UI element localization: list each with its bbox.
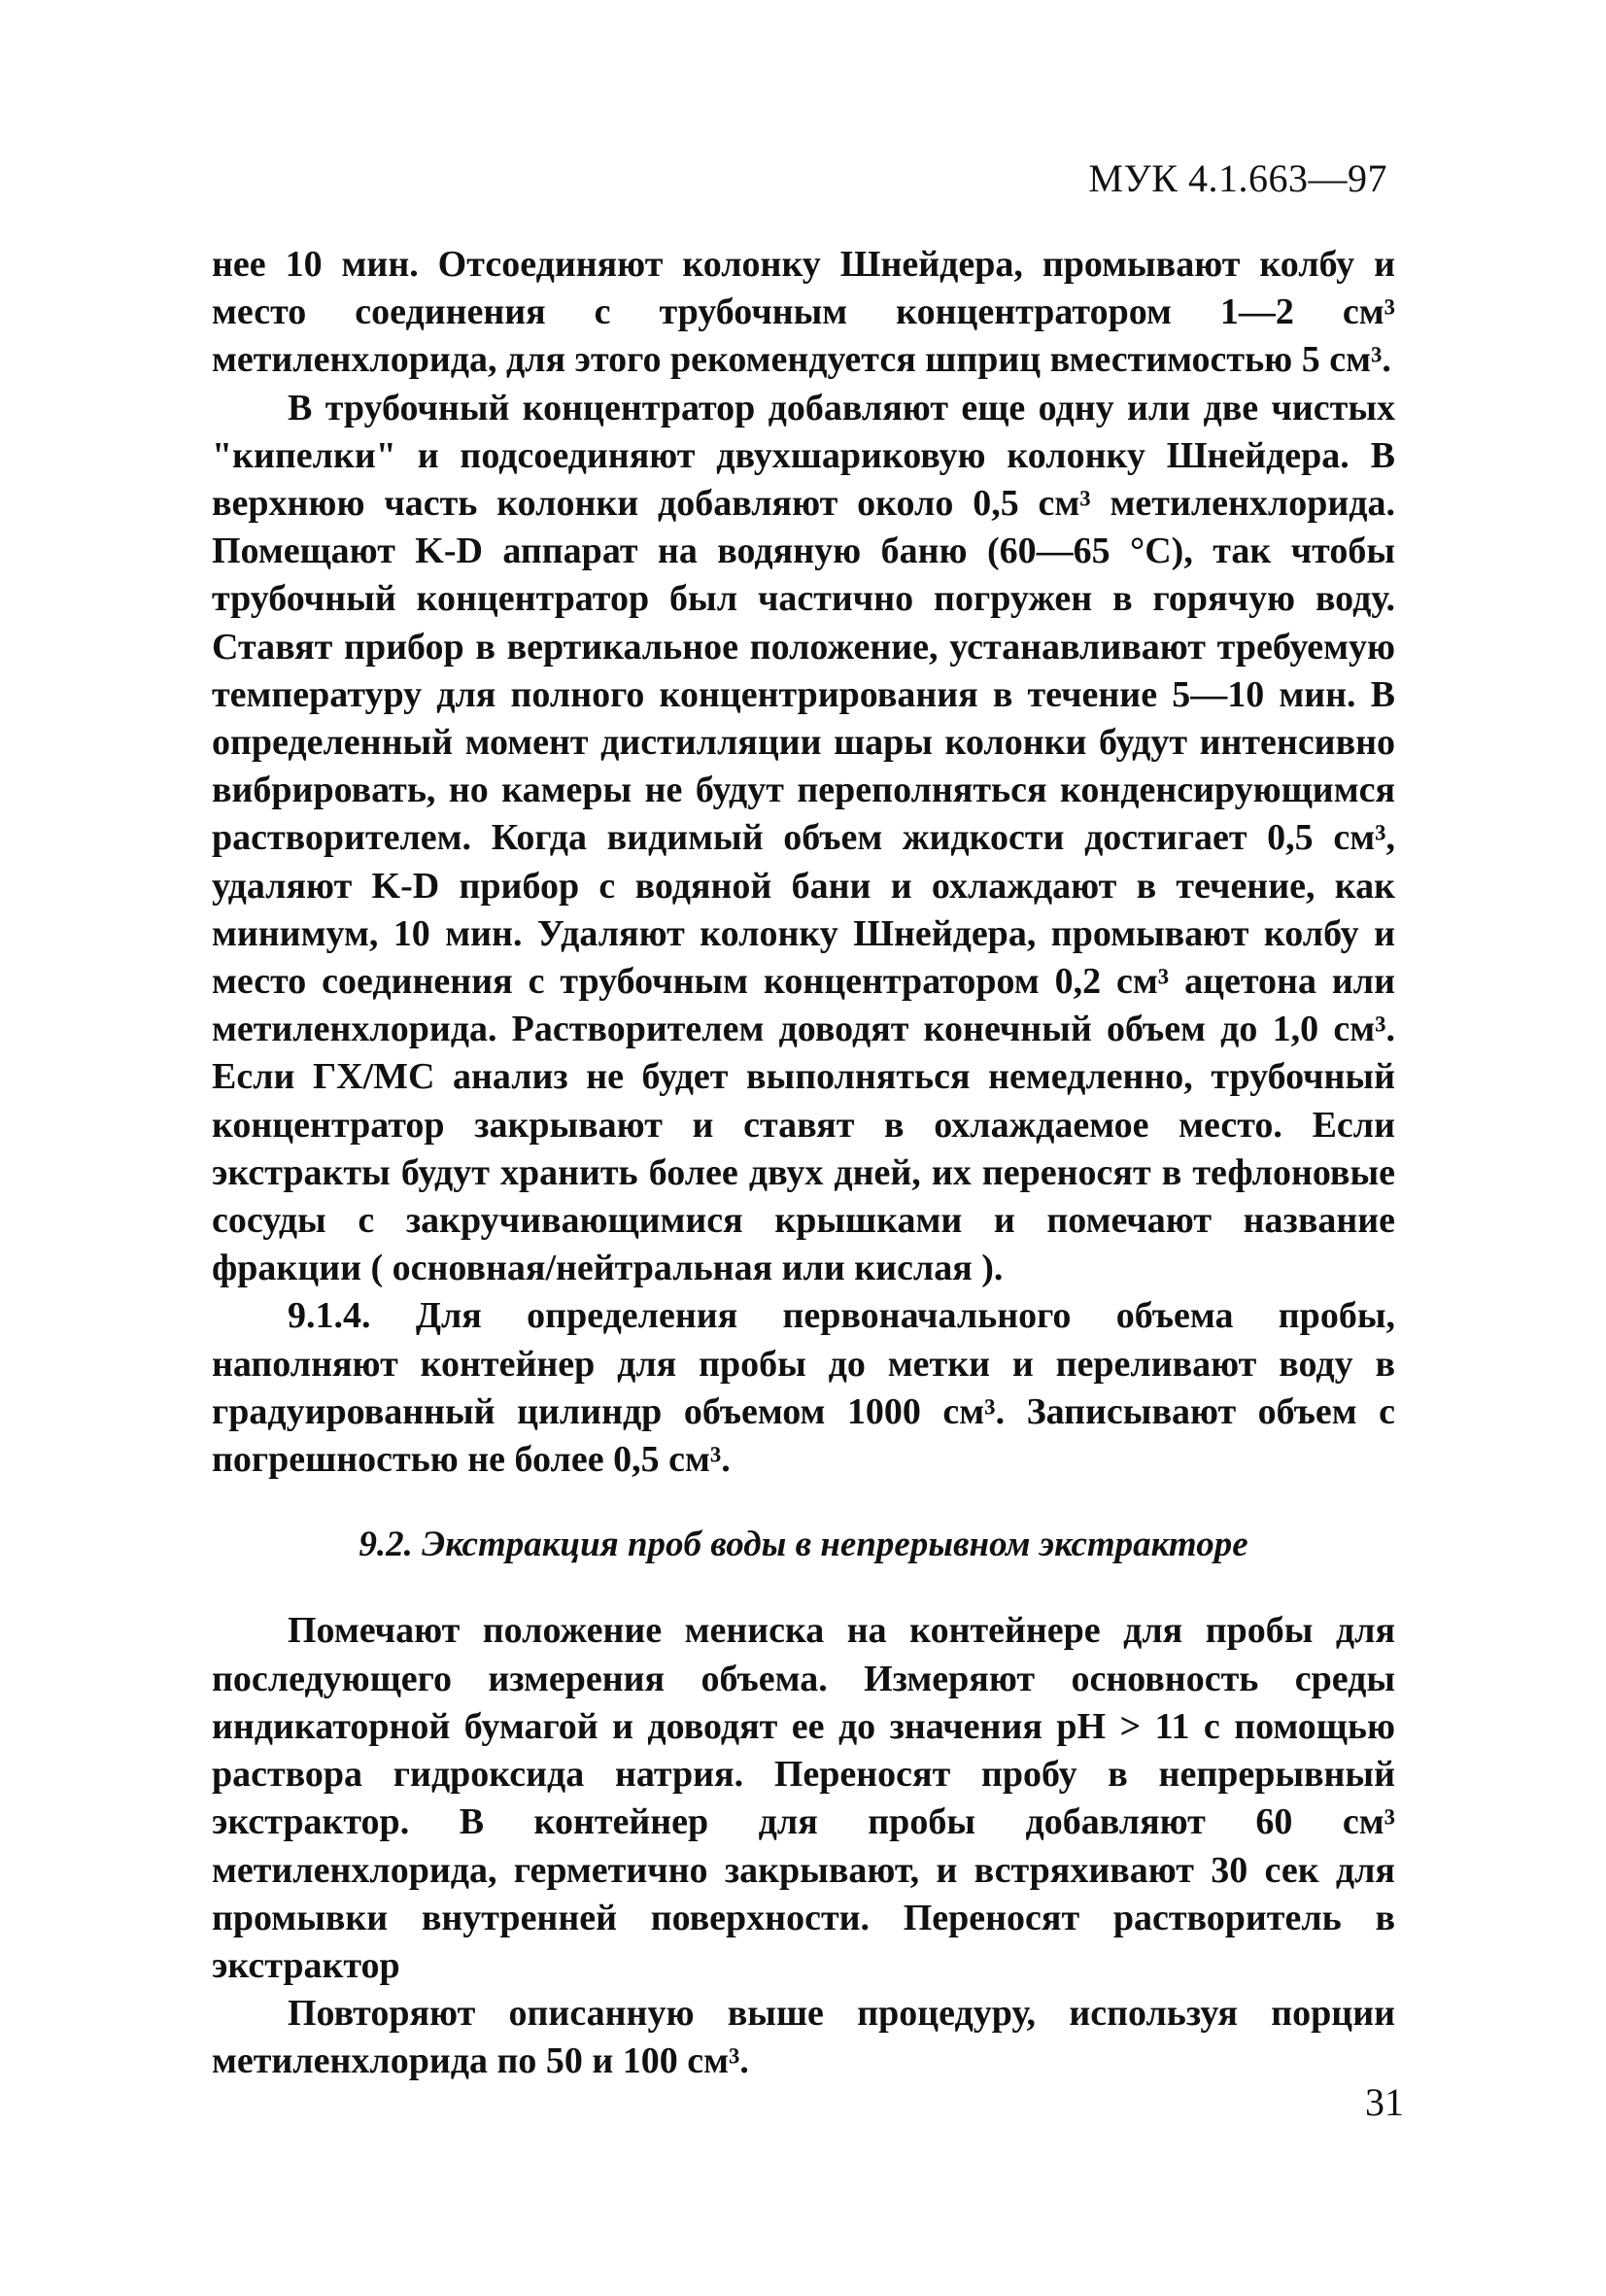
paragraph-continuous-extraction: Помечают положение мениска на контейнере для пробы для последующего измерения объема. Измеряют основность среды индикаторной бумагой и доводят ее до значения pH > 11 с помощью раствора гидроксида натрия. Переносят пробу в непрерывный экстрактор. В контейнер для пробы добавляют 60 см³ метиленхлорида, герметично закрывают, и встряхивают 30 сек для промывки внутренней поверхности. Переносят растворитель в экстрактор [212, 1610, 1395, 1986]
document-code-header: МУК 4.1.663—97 [1088, 156, 1387, 200]
paragraph-repeat-procedure: Повторяют описанную выше процедуру, используя порции метиленхлорида по 50 и 100 см³. [212, 1993, 1395, 2082]
paragraph-9-1-4: 9.1.4. Для определения первоначального объема пробы, наполняют контейнер для пробы до метки и переливают воду в градуированный цилиндр объемом 1000 см³. Записывают объем с погрешностью не более 0,5 см³. [212, 1295, 1395, 1481]
paragraph-continuation: нее 10 мин. Отсоединяют колонку Шнейдера, промывают колбу и место соединения с трубочным концентратором 1—2 см³ метиленхлорида, для этого рекомендуется шприц вместимостью 5 см³. [212, 244, 1395, 381]
section-heading-9-2: 9.2. Экстракция проб воды в непрерывном экстракторе [359, 1525, 1248, 1565]
paragraph-kd-concentration: В трубочный концентратор добавляют еще одну или две чистых "кипелки" и подсоединяют двухшариковую колонку Шнейдера. В верхнюю часть колонки добавляют около 0,5 см³ метиленхлорида. Помещают K-D аппарат на водяную баню (60—65 °C), так чтобы трубочный концентратор был частично погружен в горячую воду. Ставят прибор в вертикальное положение, устанавливают требуемую температуру для полного концентрирования в течение 5—10 мин. В определенный момент дистилляции шары колонки будут интенсивно вибрировать, но камеры не будут переполняться конденсирующимся растворителем. Когда видимый объем жидкости достигает 0,5 см³, удаляют K-D прибор с водяной бани и охлаждают в течение, как минимум, 10 мин. Удаляют колонку Шнейдера, промывают колбу и место соединения с трубочным концентратором 0,2 см³ ацетона или метиленхлорида. Растворителем доводят конечный объем до 1,0 см³. Если ГХ/МС анализ не будет выполняться немедленно, трубочный концентратор закрывают и ставят в охлаждаемое место. Если экстракты будут хранить более двух дней, их переносят в тефлоновые сосуды с закручивающимися крышками и помечают название фракции ( основная/нейтральная или кислая ). [212, 387, 1395, 1289]
page-number: 31 [1365, 2080, 1404, 2124]
body-text [212, 241, 1395, 2086]
